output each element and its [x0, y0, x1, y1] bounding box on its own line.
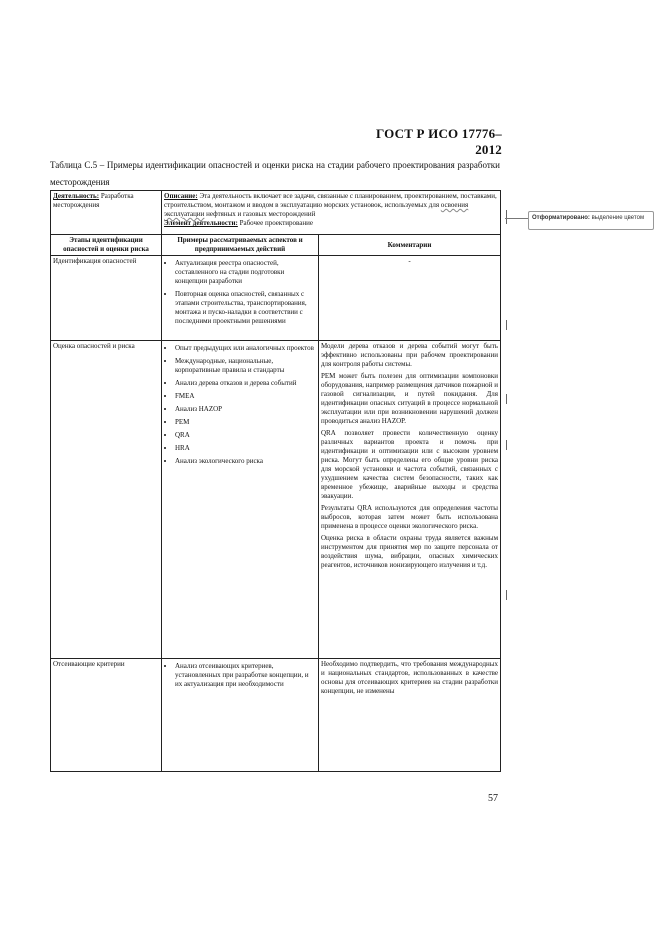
- change-bar: [506, 440, 507, 450]
- document-header: ГОСТ Р ИСО 17776–2012: [376, 126, 502, 157]
- column-header-comments: Комментарии: [319, 235, 501, 256]
- list-item: • Актуализация реестра опасностей, составленного на стадии подготовки концепции разработки: [175, 259, 316, 286]
- activity-label: Деятельность:: [53, 192, 100, 200]
- actions-cell: [162, 256, 319, 341]
- actions-cell: [162, 341, 319, 659]
- page-number: 57: [488, 793, 498, 804]
- list-item: • Анализ экологического риска: [175, 457, 316, 466]
- comment-text: выделение цветом: [591, 215, 645, 221]
- table-row: [51, 191, 501, 235]
- element-value: Рабочее проектирование: [239, 219, 313, 227]
- table-row: [51, 256, 501, 341]
- comment-paragraph: QRA позволяет провести количественную оценку различных вариантов проекта и помочь при идентификации и оптимизации или с высоким уровнем риска. Могут быть определены его общие уровни риска для морской установки и частота событий, связанных с ухудшением качества систем безопасности, таких как временное убежище, аварийные выходы и средства эвакуации.: [321, 429, 498, 500]
- activity-cell: [51, 191, 162, 235]
- description-text: Эта деятельность включает все задачи, связанные с планированием, проектированием, поставками, строительством, монтажом и вводом в эксплуатацию морских установок, используемых для: [164, 192, 497, 209]
- change-bar: [506, 394, 507, 404]
- description-label: Описание:: [164, 192, 198, 200]
- stage-cell: Идентификация опасностей: [51, 256, 162, 341]
- risk-table: [50, 190, 501, 772]
- table-row: [51, 659, 501, 772]
- comment-paragraph: PEM может быть полезен для оптимизации компоновки оборудования, например размещения датчиков пожарной и газовой сигнализации, и путей покидания. Для идентификации опасных ситуаций в процессе нормальной эксплуатации или при возникновении нарушений должен проводиться анализ HAZOP.: [321, 372, 498, 425]
- comments-cell: [319, 341, 501, 659]
- comment-paragraph: Модели дерева отказов и дерева событий могут быть эффективно использованы при рабочем проектировании для контроля работы системы.: [321, 342, 498, 368]
- description-end: нефтяных и газовых месторождений: [206, 210, 316, 218]
- table-row: [51, 341, 501, 659]
- column-header-row: [51, 235, 501, 256]
- comments-cell: [319, 659, 501, 772]
- change-bar: [506, 210, 507, 224]
- list-item: • Повторная оценка опасностей, связанных с этапами строительства, транспортирования, монтажа и пуско-наладки в соответствии с последними проектными решениями: [175, 290, 316, 326]
- comment-paragraph: Оценка риска в области охраны труда является важным инструментом для принятия мер по защите персонала от воздействия шума, вибрации, опасных химических реагентов, источников ионизирующего излучения и т.д.: [321, 534, 498, 569]
- comment-label: Отформатировано:: [532, 215, 590, 221]
- change-bar: [506, 320, 507, 330]
- format-comment-balloon[interactable]: [528, 211, 654, 230]
- comment-paragraph: Необходимо подтвердить, что требования международных и национальных стандартов, использованных в качестве основы для отсеивающих критериев на стадии разработки концепции, не изменены: [321, 660, 498, 695]
- comment-text: -: [408, 257, 411, 265]
- list-item: • HRA: [175, 444, 316, 453]
- list-item: • PEM: [175, 418, 316, 427]
- change-bar: [506, 590, 507, 600]
- list-item: • Опыт предыдущих или аналогичных проектов: [175, 344, 316, 353]
- description-cell: [162, 191, 501, 235]
- stage-cell: Оценка опасностей и риска: [51, 341, 162, 659]
- list-item: • FMEA: [175, 392, 316, 401]
- list-item: • Анализ отсеивающих критериев, установленных при разработке концепции, и их актуализация при необходимости: [175, 662, 316, 689]
- actions-cell: [162, 659, 319, 772]
- list-item: • Анализ дерева отказов и дерева событий: [175, 379, 316, 388]
- list-item: • Международные, национальные, корпоративные правила и стандарты: [175, 357, 316, 375]
- activity-value: Разработка месторождения: [53, 192, 134, 209]
- description-marked: освоения эксплуатации: [164, 201, 469, 218]
- comment-connector: [505, 218, 528, 219]
- comment-paragraph: Результаты QRA используются для определения частоты выбросов, которая затем может быть использована применена в процессе оценки экологического риска.: [321, 504, 498, 530]
- list-item: • QRA: [175, 431, 316, 440]
- comments-cell: [319, 256, 501, 341]
- element-label: Элемент деятельности:: [164, 219, 238, 227]
- table-caption: Таблица С.5 – Примеры идентификации опасностей и оценки риска на стадии рабочего проектирования разработки месторождения: [50, 160, 500, 187]
- column-header-stages: Этапы идентификации опасностей и оценки риска: [51, 235, 162, 256]
- list-item: • Анализ HAZOP: [175, 405, 316, 414]
- stage-cell: Отсеивающие критерии: [51, 659, 162, 772]
- column-header-examples: Примеры рассматриваемых аспектов и предпринимаемых действий: [162, 235, 319, 256]
